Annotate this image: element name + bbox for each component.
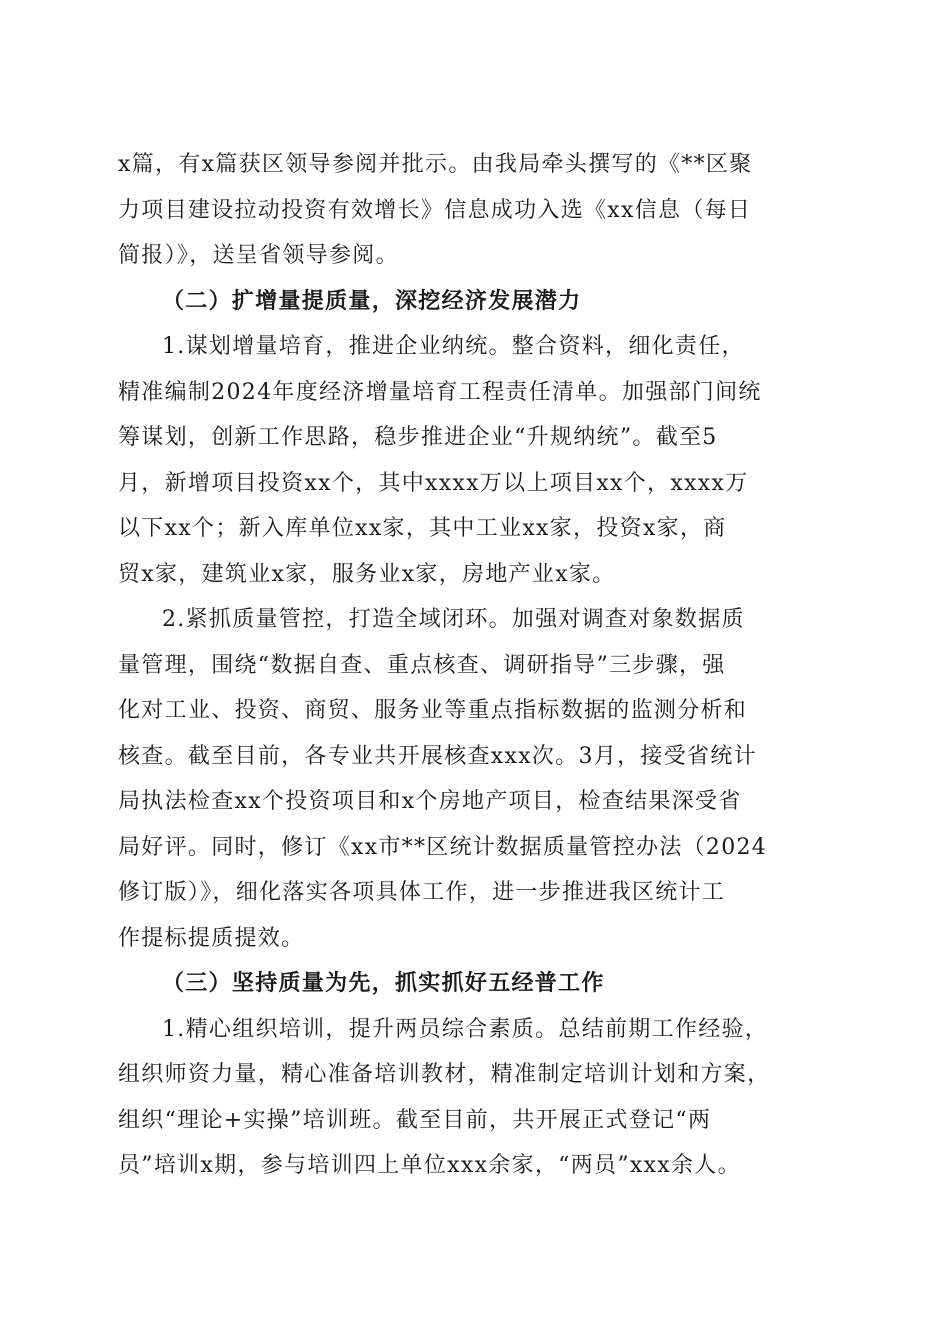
paragraph-first-line: 2.紧抓质量管控，打造全域闭环。加强对调查对象数据质 [162, 607, 745, 632]
text-line: 核查。截至目前，各专业共开展核查xxx次。3月，接受省统计 [118, 743, 757, 769]
text-line: 局执法检查xx个投资项目和x个房地产项目，检查结果深受省 [118, 789, 742, 814]
text-line: 筹谋划，创新工作思路，稳步推进企业“升规纳统”。截至5 [118, 425, 718, 450]
text-line: 力项目建设拉动投资有效增长》信息成功入选《xx信息（每日 [118, 197, 752, 223]
section-heading: （三）坚持质量为先，抓实抓好五经普工作 [162, 970, 605, 996]
text-line: 化对工业、投资、商贸、服务业等重点指标数据的监测分析和 [118, 698, 748, 723]
text-line: 作提标提质提效。 [118, 925, 305, 951]
paragraph-first-line: 1.精心组织培训，提升两员综合素质。总结前期工作经验， [162, 1016, 769, 1042]
text-line: 组织师资力量，精心准备培训教材，精准制定培训计划和方案， [118, 1062, 771, 1087]
section-heading: （二）扩增量提质量，深挖经济发展潜力 [162, 287, 582, 314]
text-line: 组织“理论+实操”培训班。截至目前，共开展正式登记“两 [118, 1107, 712, 1133]
text-line: 贸x家，建筑业x家，服务业x家，房地产业x家。 [118, 561, 616, 587]
text-line: 月，新增项目投资xx个，其中xxxx万以上项目xx个，xxxx万 [118, 470, 749, 496]
paragraph-first-line: 1.谋划增量培育，推进企业纳统。整合资料，细化责任， [162, 334, 745, 359]
text-line: 简报）》，送呈省领导参阅。 [118, 243, 399, 268]
text-line: 精准编制2024年度经济增量培育工程责任清单。加强部门间统 [118, 379, 762, 405]
text-line: 修订版）》，细化落实各项具体工作，进一步推进我区统计工 [118, 880, 726, 905]
text-line: 以下xx个；新入库单位xx家，其中工业xx家，投资x家，商 [118, 516, 727, 541]
text-line: 局好评。同时，修订《xx市**区统计数据质量管控办法（2024 [118, 834, 768, 860]
text-line: x篇，有x篇获区领导参阅并批示。由我局牵头撰写的《**区聚 [118, 152, 753, 177]
document-body [118, 142, 848, 1189]
text-line: 员”培训x期，参与培训四上单位xxx余家，“两员”xxx余人。 [118, 1153, 741, 1178]
text-line: 量管理，围绕“数据自查、重点核查、调研指导”三步骤，强 [118, 652, 726, 678]
